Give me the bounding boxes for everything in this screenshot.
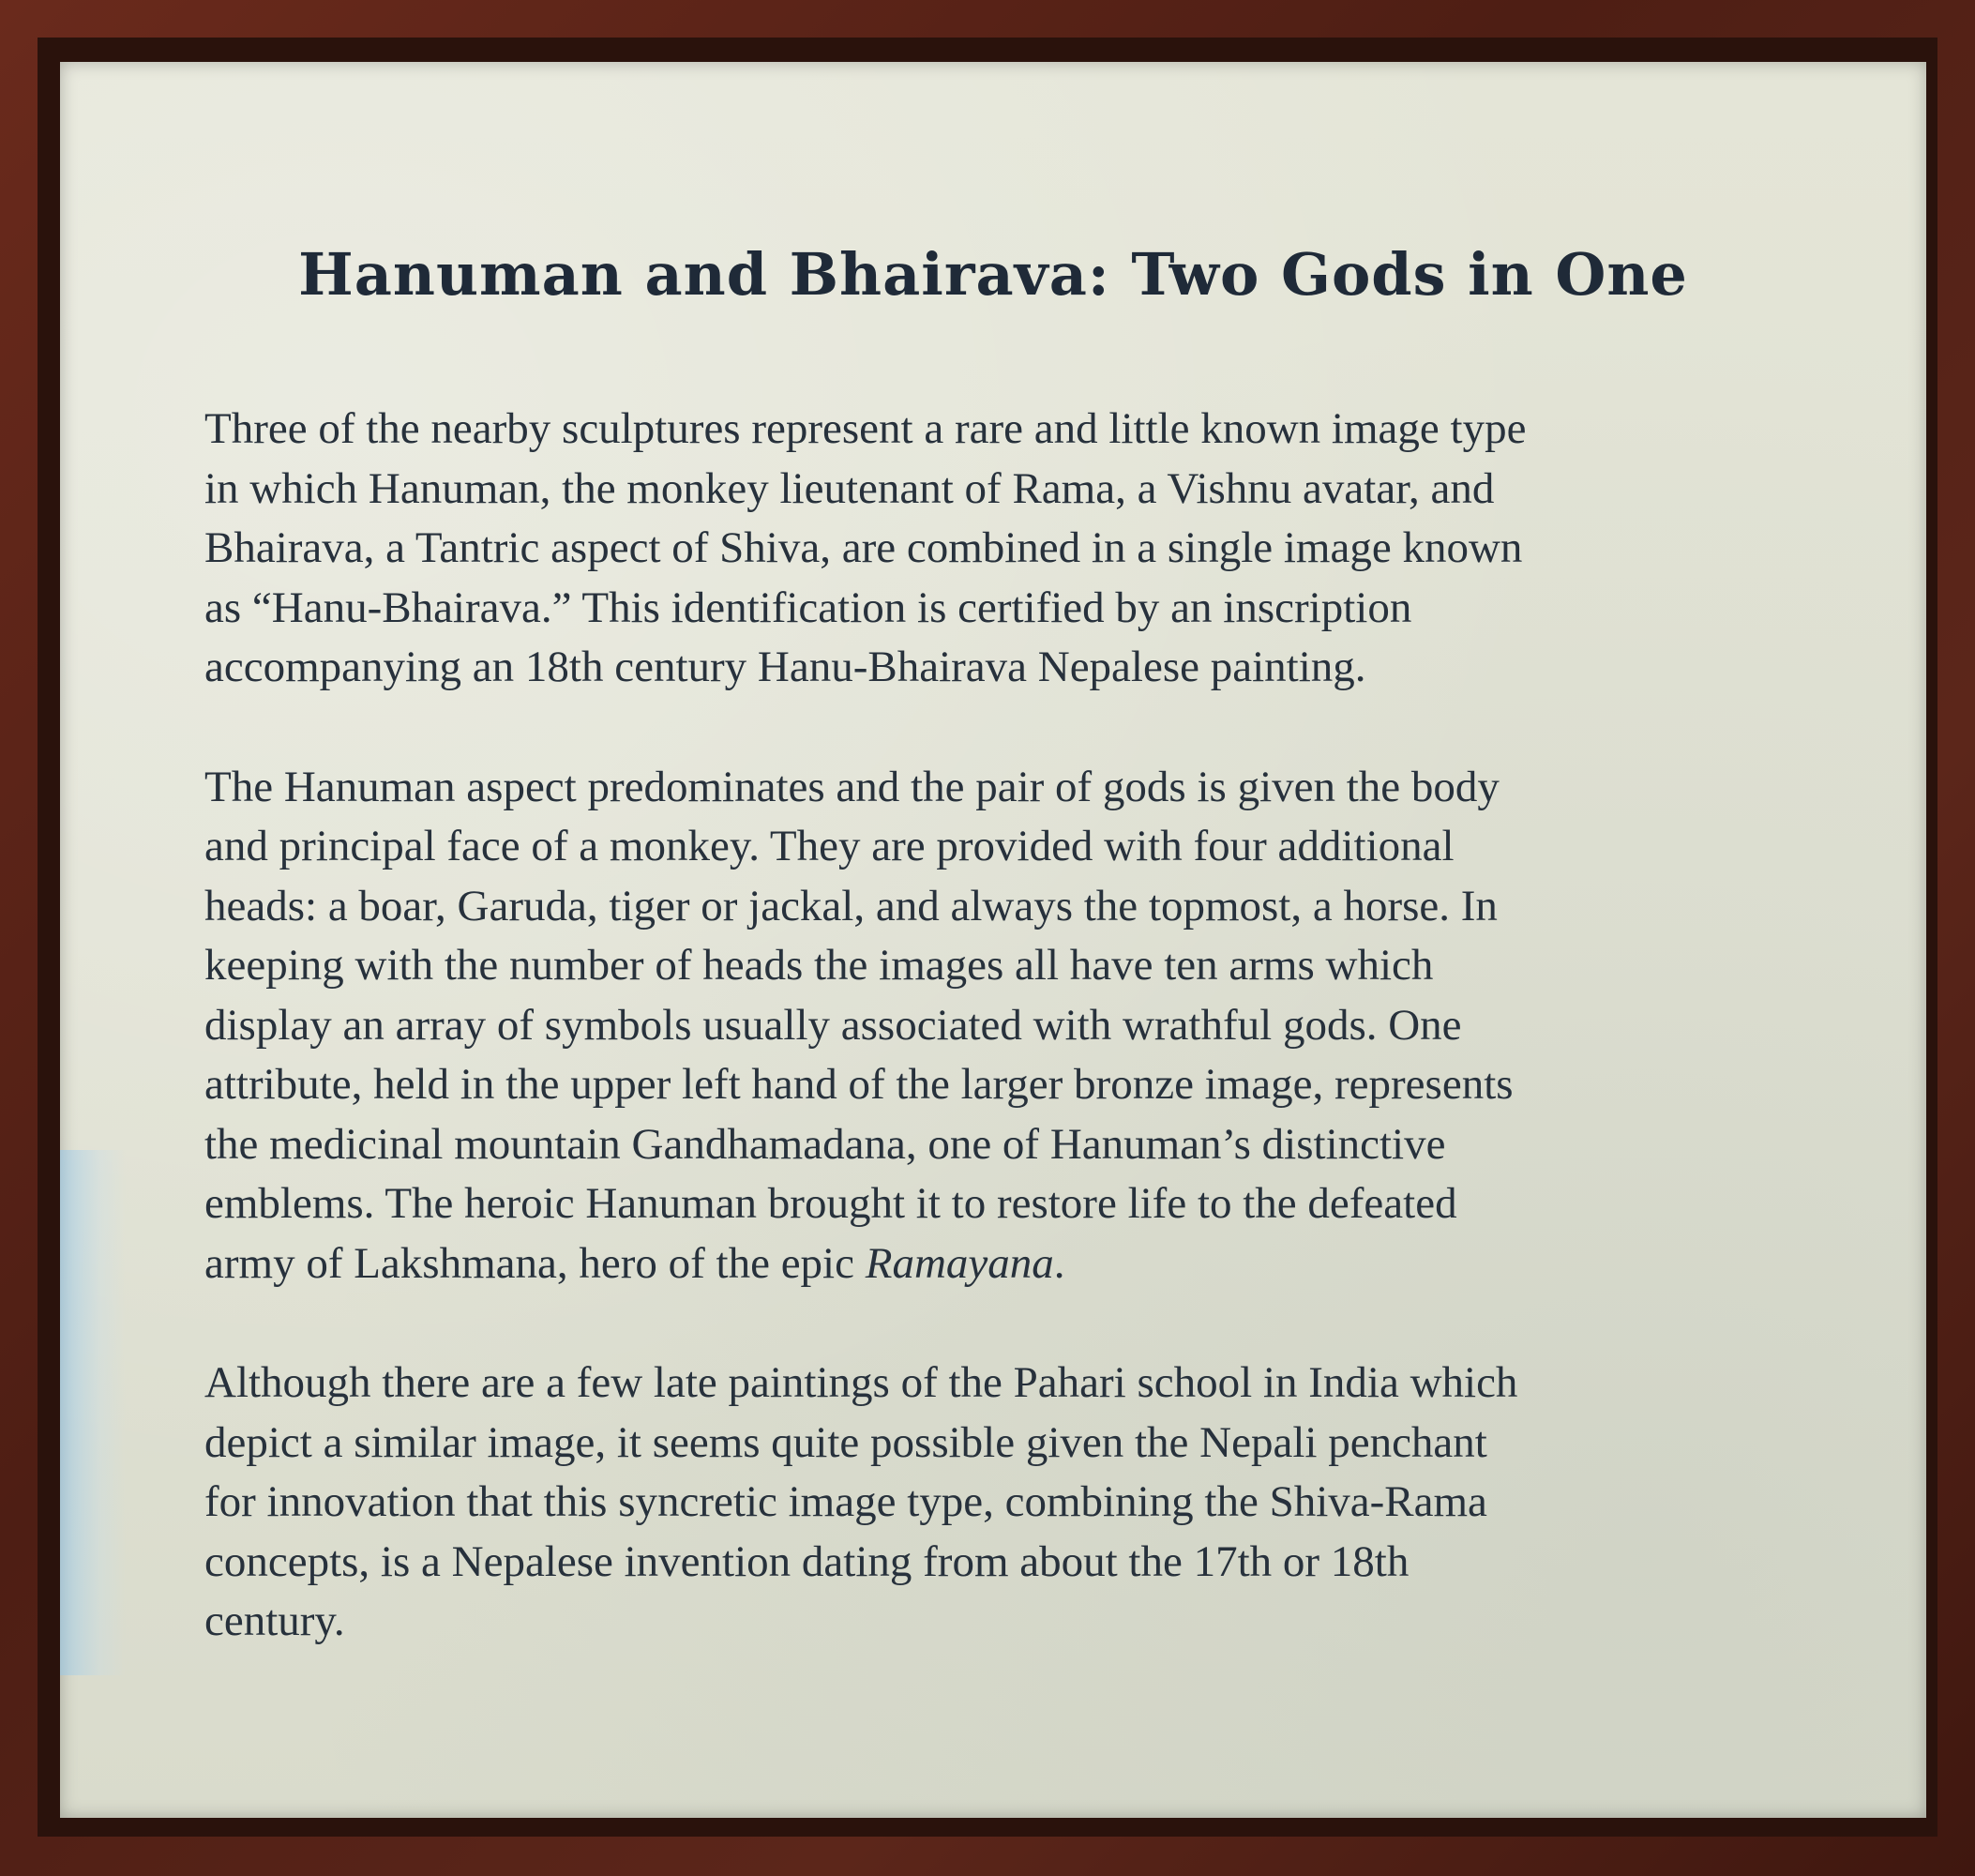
text-line: Bhairava, a Tantric aspect of Shiva, are combined in a single image known: [204, 523, 1523, 572]
text-line: depict a similar image, it seems quite possible given the Nepali penchant: [204, 1417, 1487, 1467]
text-line: Three of the nearby sculptures represent a rare and little known image type: [204, 404, 1527, 453]
text-line: the medicinal mountain Gandhamadana, one of Hanuman’s distinctive: [204, 1119, 1446, 1169]
text-line: and principal face of a monkey. They are provided with four additional: [204, 822, 1455, 870]
text-line: The Hanuman aspect predominates and the pair of gods is given the body: [204, 762, 1500, 811]
epic-title: Ramayana: [865, 1238, 1054, 1288]
text-line-last: [204, 1234, 1817, 1294]
text-line-suffix: .: [1053, 1238, 1065, 1288]
glass-reflection: [60, 1150, 126, 1675]
paragraph-1: [204, 400, 1817, 698]
paragraph-2: [204, 758, 1817, 1294]
sign-title: Hanuman and Bhairava: Two Gods in One: [298, 240, 1688, 309]
text-line: emblems. The heroic Hanuman brought it to restore life to the defeated: [204, 1179, 1457, 1228]
paragraph-3: [204, 1354, 1817, 1652]
text-line: century.: [204, 1596, 345, 1645]
text-line: heads: a boar, Garuda, tiger or jackal, and always the topmost, a horse. In: [204, 881, 1498, 930]
text-line: in which Hanuman, the monkey lieutenant of Rama, a Vishnu avatar, and: [204, 463, 1495, 513]
text-line: as “Hanu-Bhairava.” This identification is certified by an inscription: [204, 582, 1412, 632]
text-line: keeping with the number of heads the images all have ten arms which: [204, 941, 1434, 990]
text-line: Although there are a few late paintings of the Pahari school in India which: [204, 1358, 1518, 1407]
text-line: accompanying an 18th century Hanu-Bhairava Nepalese painting.: [204, 643, 1366, 691]
sign-panel: [60, 62, 1926, 1818]
text-line: for innovation that this syncretic image type, combining the Shiva-Rama: [204, 1477, 1487, 1526]
sign-body: [204, 400, 1817, 1712]
text-line: display an array of symbols usually associated with wrathful gods. One: [204, 1000, 1462, 1050]
text-line: attribute, held in the upper left hand of the larger bronze image, represents: [204, 1060, 1514, 1109]
text-line-prefix: army of Lakshmana, hero of the epic: [204, 1238, 866, 1288]
text-line: concepts, is a Nepalese invention dating from about the 17th or 18th: [204, 1536, 1410, 1586]
